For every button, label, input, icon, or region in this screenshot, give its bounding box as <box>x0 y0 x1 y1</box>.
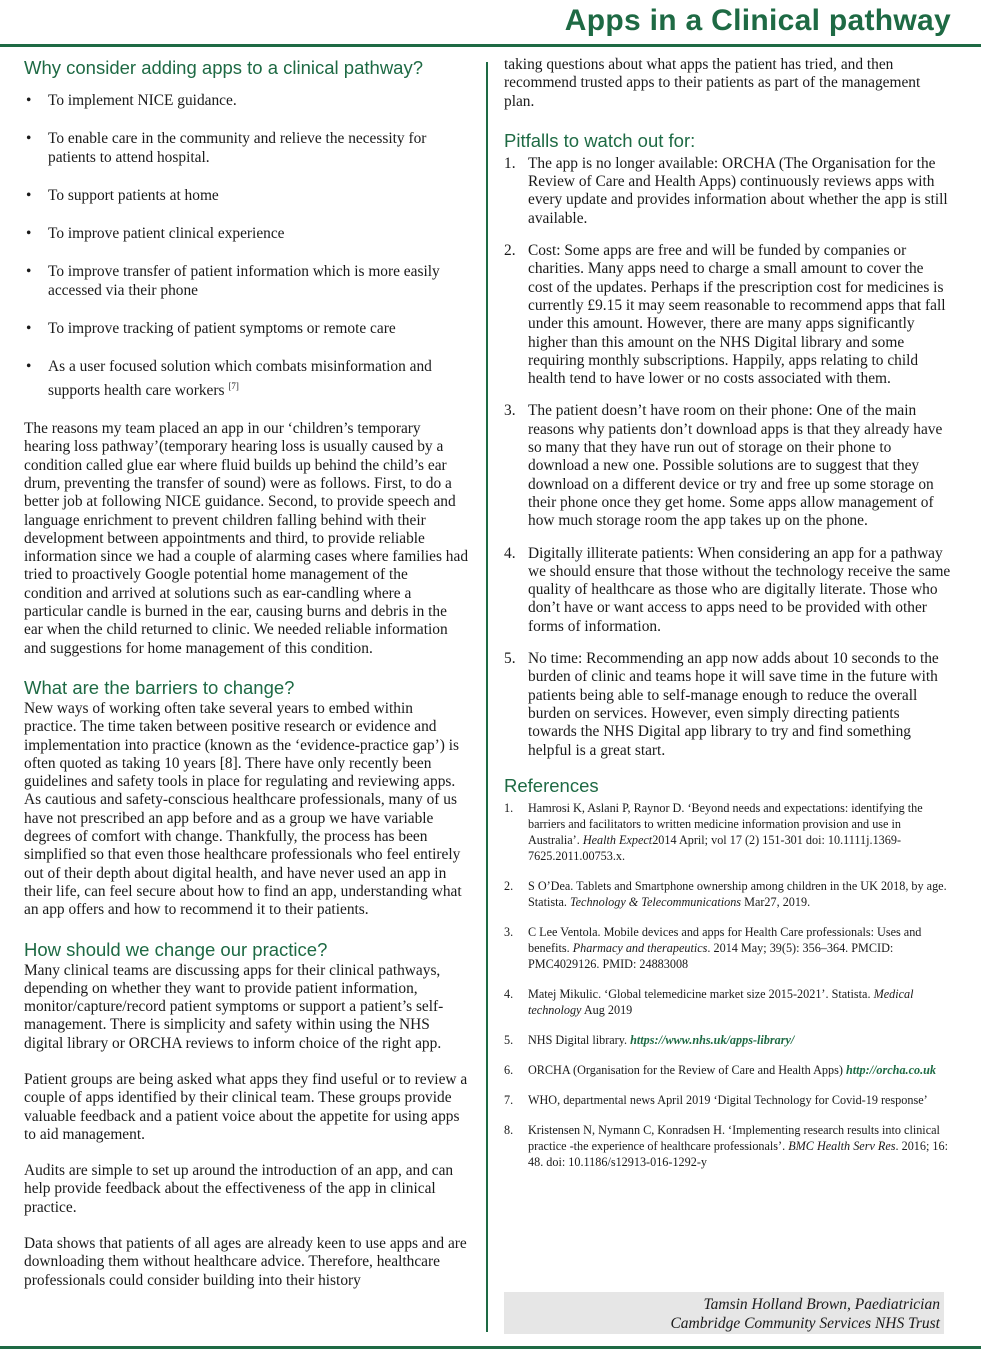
continuation-paragraph: taking questions about what apps the patient has tried, and then recommend trusted apps to their patients as part of the management plan. <box>504 56 921 110</box>
reference-item <box>504 1032 952 1048</box>
reference-item <box>504 878 952 910</box>
bullet-text: To improve tracking of patient symptoms or remote care <box>48 320 396 338</box>
pitfall-item <box>504 650 952 760</box>
bullet-icon: • <box>26 92 32 109</box>
citation-ref: [7] <box>228 380 239 391</box>
reference-journal: Technology & Telecommunications <box>569 894 742 909</box>
pitfall-text: Digitally illiterate patients: When considering an app for a pathway we should ensure that those without the technology receive the same quality of healthcare as those who are digitally literate. Those who don’t have or want access to apps need to be provided with other forms of information. <box>528 544 951 635</box>
bullet-item <box>24 130 469 167</box>
bullet-text: To support patients at home <box>48 186 219 204</box>
pitfall-text: Cost: Some apps are free and will be funded by companies or charities. Many apps need to charge a small amount to cover the cost of the updates. Perhaps if the prescription cost for medicines is currently £9.15 it may seem reasonable to recommend apps that fall under this amount. However, there are many apps significantly higher than this amount on the NHS Digital library and some requiring monthly subscriptions. Happily, apps relating to child health tend to have lower or no costs associated with them. <box>528 242 946 388</box>
left-column <box>24 56 469 1290</box>
reference-text: S O’Dea. Tablets and Smartphone ownership among children in the UK 2018, by age. Statista. <box>528 878 947 909</box>
reference-journal: Health Expect <box>582 832 653 847</box>
reference-number: 6. <box>504 1062 514 1077</box>
bullet-item <box>24 225 469 243</box>
bullet-icon: • <box>26 263 32 281</box>
reference-item <box>504 924 952 972</box>
right-column <box>504 56 952 1184</box>
reference-item <box>504 1062 952 1078</box>
reference-number: 8. <box>504 1122 514 1137</box>
pitfall-number: 2. <box>504 242 516 260</box>
reference-item <box>504 986 952 1018</box>
bullet-text: To improve transfer of patient information which is more easily accessed via their phone <box>48 263 440 299</box>
change-heading: How should we change our practice? <box>24 938 328 960</box>
references-list <box>504 800 952 1170</box>
bullet-icon: • <box>26 130 32 148</box>
reference-item <box>504 1122 952 1170</box>
bullet-item <box>24 263 469 300</box>
bullet-item <box>24 92 469 110</box>
reasons-paragraph: The reasons my team placed an app in our ‘children’s temporary hearing loss pathway’(temporary hearing loss is usually caused by a condition called glue ear where fluid builds up behind the child’s ear drum, preventing the transfer of sound) were as follows. First, to do a better job at following NICE guidance. Second, to provide speech and language enrichment to prevent children falling behind with their development between appointments and third, to provide reliable information since we had a couple of alarming cases where families had tried to proactively Google potential home management of the condition and arrived at solutions such as ear-candling where a particular candle is burned in the ear, causing burns and debris in the ear when the child returned to clinic. We needed reliable information and suggestions for home management of this condition. <box>24 420 469 657</box>
pitfall-text: The app is no longer available: ORCHA (The Organisation for the Review of Care and Health Apps) continuously reviews apps with every update and provides information about whether the app is still available. <box>528 154 948 227</box>
pitfall-number: 3. <box>504 402 516 420</box>
reference-number: 1. <box>504 800 514 815</box>
bullet-item <box>24 320 469 338</box>
pitfall-item <box>504 545 952 636</box>
bullet-icon: • <box>26 225 32 243</box>
reference-text: Matej Mikulic. ‘Global telemedicine market size 2015-2021’. Statista. <box>528 986 874 1001</box>
reference-details: 2014 April; vol 17 (2) 151-301 doi: 10.1111j.1369-7625.2011.00753.x. <box>528 832 902 863</box>
reference-text: Hamrosi K, Aslani P, Raynor D. ‘Beyond needs and expectations: identifying the barriers and facilitators to written medicine information provision and use in Australia’. <box>528 800 923 847</box>
change-paragraph: Audits are simple to set up around the introduction of an app, and can help provide feedback about the effectiveness of the app in clinical practice. <box>24 1162 454 1216</box>
title-divider <box>0 44 981 47</box>
reference-details: Mar27, 2019. <box>741 894 811 909</box>
pitfalls-list <box>504 155 952 760</box>
pitfall-text: The patient doesn’t have room on their phone: One of the main reasons why patients don’t download apps is that they already have so many that they have run out of storage on their phone to download a new one. Possible solutions are to suggest that they download on a different device or try and free up some storage on their phone once they get home. Some apps allow management of how much storage room the app takes up on the phone. <box>528 402 943 530</box>
reference-text: Kristensen N, Nymann C, Konradsen H. ‘Implementing research results into clinical practice -the experience of healthcare professionals’. <box>528 1122 940 1153</box>
bullet-text: To implement NICE guidance. <box>48 92 237 109</box>
reference-link[interactable]: http://orcha.co.uk <box>845 1062 937 1077</box>
barriers-paragraph: New ways of working often take several years to embed within practice. The time taken between positive research or evidence and implementation into practice (known as the ‘evidence-practice gap’) is often quoted as taking 10 years [8]. There have only recently been guidelines and safety tools in place for regulating and reviewing apps. As cautious and safety-conscious healthcare professionals, many of us have not prescribed an app before and as a group we have variable degrees of comfort with change. Thankfully, the process has been simplified so that even those healthcare professionals who feel entirely out of their depth about digital health, and have never used an app in their life, can feel secure about how to find an app, understanding what an app offers and how to recommend it to their patients. <box>24 699 462 919</box>
change-paragraph: Patient groups are being asked what apps they find useful or to review a couple of apps identified by their clinical team. These groups provide valuable feedback and a patient voice about the appetite for using apps to aid management. <box>24 1071 468 1143</box>
reference-text: C Lee Ventola. Mobile devices and apps for Health Care professionals: Uses and benefits. <box>528 924 922 955</box>
why-bullet-list <box>24 92 469 400</box>
reference-journal: Medical technology <box>528 986 914 1017</box>
bullet-icon: • <box>26 186 32 204</box>
pitfall-number: 5. <box>504 650 516 668</box>
reference-details: . 2014 May; 39(5): 356–364. PMCID: PMC4029126. PMID: 24883008 <box>528 940 894 971</box>
reference-details: Aug 2019 <box>581 1002 633 1017</box>
why-heading: Why consider adding apps to a clinical pathway? <box>24 57 424 78</box>
bullet-icon: • <box>26 358 32 376</box>
pitfall-number: 1. <box>504 154 516 172</box>
page-title: Apps in a Clinical pathway <box>564 4 951 37</box>
reference-journal: Pharmacy and therapeutics <box>572 940 708 955</box>
change-paragraph: Data shows that patients of all ages are already keen to use apps and are downloading them without healthcare advice. Therefore, healthcare professionals could consider building into their history <box>24 1235 467 1289</box>
reference-item <box>504 800 952 864</box>
reference-number: 5. <box>504 1032 514 1047</box>
pitfall-text: No time: Recommending an app now adds about 10 seconds to the burden of clinic and teams hope it will save time in the future with patients being able to self-manage enough to reduce the overall burden on services. However, even simply directing patients towards the NHS Digital app library to try and find something helpful is a great start. <box>528 650 939 759</box>
author-signature-box <box>504 1292 944 1334</box>
footer-divider <box>0 1346 981 1349</box>
reference-journal: BMC Health Serv Res <box>788 1138 896 1153</box>
references-heading: References <box>504 774 599 796</box>
bullet-text: To enable care in the community and relieve the necessity for patients to attend hospital. <box>48 130 427 166</box>
author-organisation: Cambridge Community Services NHS Trust <box>670 1315 940 1332</box>
reference-link[interactable]: https://www.nhs.uk/apps-library/ <box>630 1032 795 1047</box>
bullet-item <box>24 187 469 205</box>
bullet-icon: • <box>26 320 32 338</box>
reference-number: 3. <box>504 924 514 939</box>
barriers-heading: What are the barriers to change? <box>24 676 295 698</box>
reference-details: . 2016; 16: 48. doi: 10.1186/s12913-016-1292-y <box>528 1138 948 1169</box>
pitfall-item <box>504 402 952 530</box>
pitfall-item <box>504 155 952 228</box>
bullet-text: As a user focused solution which combats misinformation and supports health care workers <box>48 358 432 399</box>
change-paragraph: Many clinical teams are discussing apps for their clinical pathways, depending on whether they want to provide patient information, monitor/capture/record patient symptoms or support a patient’s self-management. There is simplicity and safety within using the NHS digital library or ORCHA reviews to inform choice of the right app. <box>24 961 444 1052</box>
pitfall-number: 4. <box>504 544 516 562</box>
author-name: Tamsin Holland Brown, Paediatrician <box>703 1296 940 1313</box>
reference-item <box>504 1092 952 1108</box>
reference-number: 4. <box>504 986 514 1001</box>
reference-number: 2. <box>504 878 514 893</box>
column-divider <box>486 62 488 1332</box>
reference-number: 7. <box>504 1092 514 1107</box>
pitfall-item <box>504 242 952 388</box>
bullet-text: To improve patient clinical experience <box>48 225 285 243</box>
reference-text: ORCHA (Organisation for the Review of Care and Health Apps) <box>528 1062 846 1077</box>
pitfalls-heading: Pitfalls to watch out for: <box>504 129 696 151</box>
reference-text: NHS Digital library. <box>528 1032 631 1047</box>
reference-text: WHO, departmental news April 2019 ‘Digital Technology for Covid-19 response’ <box>528 1092 928 1107</box>
bullet-item <box>24 358 469 400</box>
